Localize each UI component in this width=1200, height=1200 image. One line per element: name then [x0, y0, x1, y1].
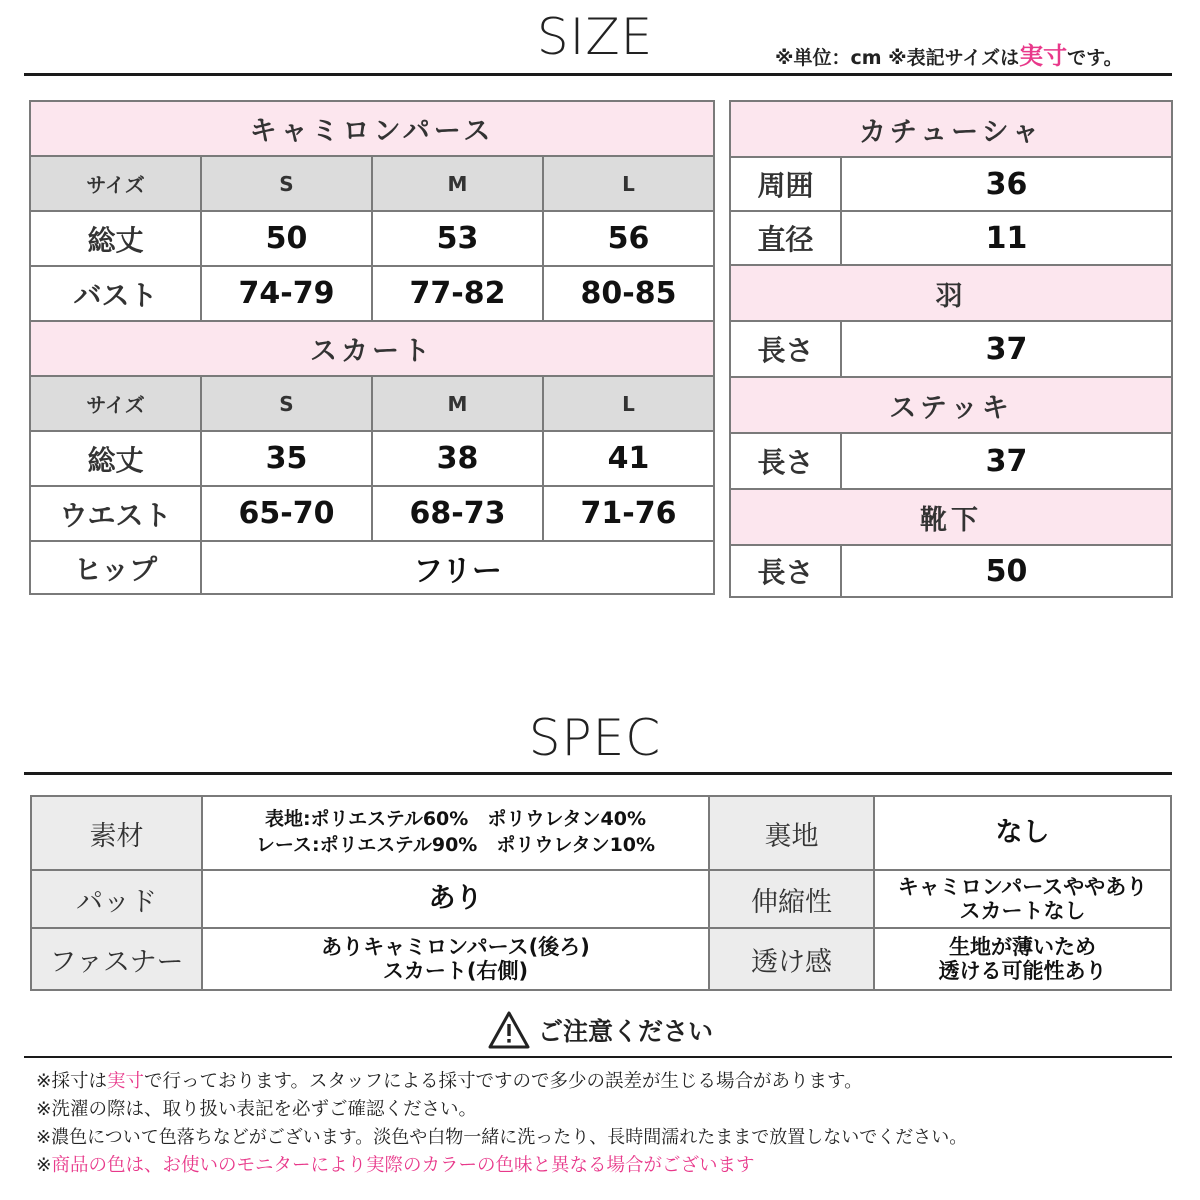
stretch-line: キャミロンパースややあり — [897, 874, 1148, 899]
stretch-line: スカートなし — [959, 899, 1086, 923]
cell-value: 37 — [841, 321, 1172, 377]
sheerness-line: 透ける可能性あり — [938, 959, 1107, 983]
row-label: 周囲 — [730, 157, 841, 211]
cell-value: 50 — [201, 211, 372, 266]
row-label: バスト — [30, 266, 201, 321]
size-header-label: サイズ — [30, 156, 201, 211]
row-label: ヒップ — [30, 541, 201, 594]
cell-value: 71-76 — [543, 486, 714, 541]
table-row — [730, 321, 1172, 377]
table-row — [30, 431, 714, 486]
note-text: ※採寸は — [36, 1071, 108, 1092]
accessories-size-table — [729, 100, 1173, 598]
row-label: 直径 — [730, 211, 841, 265]
row-label: 長さ — [730, 433, 841, 489]
lining-value: なし — [874, 796, 1171, 870]
size-header-s: S — [201, 376, 372, 431]
cell-value: 37 — [841, 433, 1172, 489]
unit-note — [775, 36, 1123, 71]
fastener-value — [202, 928, 709, 990]
cell-value: 74-79 — [201, 266, 372, 321]
caution-notes — [36, 1068, 967, 1180]
row-label: 長さ — [730, 321, 841, 377]
material-label: 素材 — [31, 796, 202, 870]
caution-divider — [24, 1056, 1172, 1058]
size-header-m: M — [372, 156, 543, 211]
wings-title: 羽 — [730, 265, 1172, 321]
warning-icon — [488, 1010, 530, 1050]
size-header-m: M — [372, 376, 543, 431]
cell-value: 56 — [543, 211, 714, 266]
stick-title: ステッキ — [730, 377, 1172, 433]
pad-value: あり — [202, 870, 709, 928]
table-row — [730, 211, 1172, 265]
romper-title: キャミロンパース — [30, 101, 714, 156]
note-mark: ※ — [36, 1155, 52, 1176]
note-highlight: 商品の色は、お使いのモニターにより実際のカラーの色味と異なる場合がございます — [51, 1155, 755, 1176]
row-label: 総丈 — [30, 431, 201, 486]
cell-value: 41 — [543, 431, 714, 486]
material-line: 表地:ポリエステル60% ポリウレタン40% — [264, 808, 647, 831]
fastener-line: ありキャミロンパース(後ろ) — [321, 934, 590, 959]
table-row — [30, 211, 714, 266]
socks-title: 靴下 — [730, 489, 1172, 545]
cell-value: 35 — [201, 431, 372, 486]
katyusha-title: カチューシャ — [730, 101, 1172, 157]
size-header-l: L — [543, 156, 714, 211]
sheerness-value — [874, 928, 1171, 990]
stretch-value — [874, 870, 1171, 928]
sheerness-line: 生地が薄いため — [949, 934, 1096, 959]
caution-heading — [488, 1008, 713, 1052]
cell-value: 77-82 — [372, 266, 543, 321]
unit-note-highlight: 実寸 — [1019, 42, 1068, 70]
table-row — [730, 157, 1172, 211]
cell-value: 80-85 — [543, 266, 714, 321]
note-line — [36, 1152, 967, 1180]
note-text: で行っております。スタッフによる採寸ですので多少の誤差が生じる場合があります。 — [144, 1071, 863, 1092]
cell-value: フリー — [201, 541, 714, 594]
spec-title: SPEC — [528, 709, 662, 767]
table-row — [30, 541, 714, 594]
row-label: ウエスト — [30, 486, 201, 541]
sheerness-label: 透け感 — [709, 928, 874, 990]
size-title: SIZE — [536, 8, 654, 66]
spec-divider — [24, 772, 1172, 775]
cell-value: 53 — [372, 211, 543, 266]
fastener-label: ファスナー — [31, 928, 202, 990]
material-line: レース:ポリエステル90% ポリウレタン10% — [255, 834, 656, 856]
material-value — [202, 796, 709, 870]
note-line — [36, 1068, 967, 1096]
size-divider — [24, 73, 1172, 76]
note-line: ※洗濯の際は、取り扱い表記を必ずご確認ください。 — [36, 1099, 478, 1120]
table-row — [730, 545, 1172, 597]
table-row — [730, 433, 1172, 489]
fastener-line: スカート(右側) — [382, 959, 529, 983]
spec-table — [30, 795, 1172, 991]
note-line: ※濃色について色落ちなどがございます。淡色や白物一緒に洗ったり、長時間濡れたままで放置しないでください。 — [36, 1127, 968, 1148]
cell-value: 36 — [841, 157, 1172, 211]
cell-value: 38 — [372, 431, 543, 486]
caution-title: ご注意ください — [538, 1017, 714, 1046]
table-row — [31, 796, 1171, 870]
size-header-l: L — [543, 376, 714, 431]
row-label: 総丈 — [30, 211, 201, 266]
pad-label: パッド — [31, 870, 202, 928]
cell-value: 65-70 — [201, 486, 372, 541]
lining-label: 裏地 — [709, 796, 874, 870]
size-header-label: サイズ — [30, 376, 201, 431]
stretch-label: 伸縮性 — [709, 870, 874, 928]
row-label: 長さ — [730, 545, 841, 597]
table-row — [31, 928, 1171, 990]
table-row — [30, 266, 714, 321]
romper-skirt-size-table — [29, 100, 715, 595]
cell-value: 68-73 — [372, 486, 543, 541]
table-row — [31, 870, 1171, 928]
table-row — [30, 486, 714, 541]
cell-value: 11 — [841, 211, 1172, 265]
unit-note-text: ※単位：cm ※表記サイズは — [775, 47, 1020, 69]
cell-value: 50 — [841, 545, 1172, 597]
size-header-s: S — [201, 156, 372, 211]
note-highlight: 実寸 — [107, 1071, 145, 1092]
unit-note-tail: です。 — [1067, 47, 1123, 69]
skirt-title: スカート — [30, 321, 714, 376]
